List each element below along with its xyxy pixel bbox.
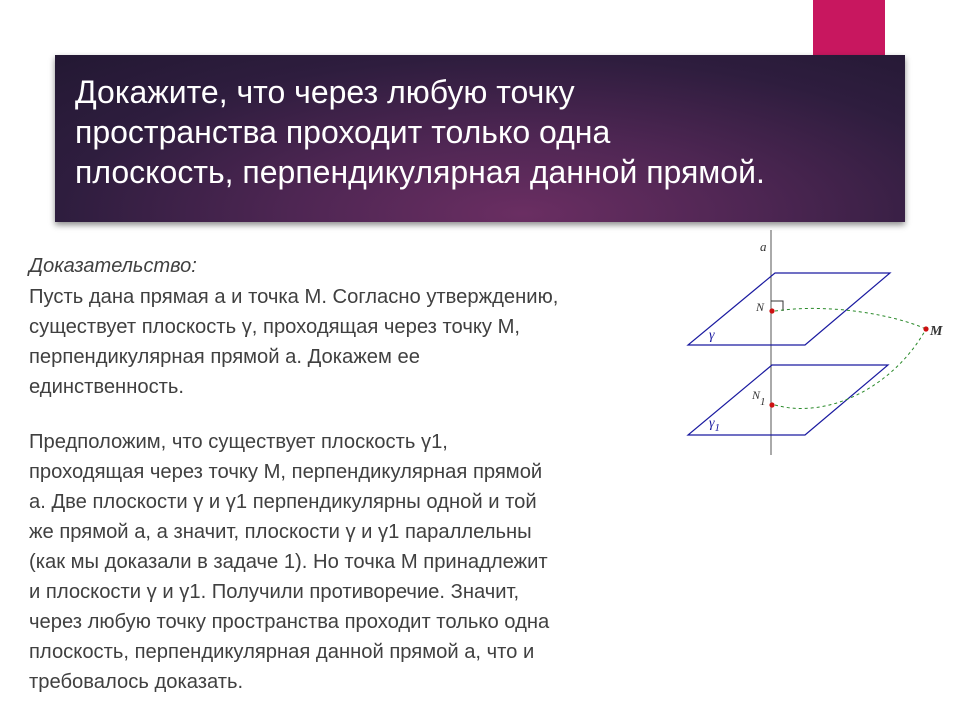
label-M: M (930, 324, 943, 339)
label-gamma: γ (709, 328, 715, 343)
proof-heading: Доказательство: (29, 255, 197, 277)
slide-title: Докажите, что через любую точку пространства проходит только одна плоскость, перпендикулярная данной прямой. (75, 74, 765, 190)
label-N1: N1 (752, 388, 766, 408)
proof-paragraph-2: Предположим, что существует плоскость γ1, проходящая через точку М, перпендикулярная прямой а. Две плоскости γ и γ1 перпендикулярны одной и той же прямой а, а значит, плоскости γ и γ1 параллельны (как мы доказали в задаче 1). Но точка М принадлежит и плоскости γ и γ1. Получили противоречие. Значит, через любую точку пространства проходит только одна плоскость, перпендикулярная данной прямой а, что и требовалось доказать. (29, 431, 550, 693)
point-N1 (769, 402, 774, 407)
point-N (769, 308, 774, 313)
geometry-figure (680, 225, 955, 460)
proof-paragraph-1: Пусть дана прямая а и точка М. Согласно утверждению, существует плоскость γ, проходящая через точку М, перпендикулярная прямой а. Докажем ее единственность. (29, 286, 559, 398)
point-M (923, 326, 928, 331)
dashed-curve-N-M (775, 308, 926, 329)
label-line-a: a (760, 239, 767, 254)
label-N: N (756, 300, 765, 314)
label-gamma1: $\gamma_1$ (709, 416, 721, 434)
